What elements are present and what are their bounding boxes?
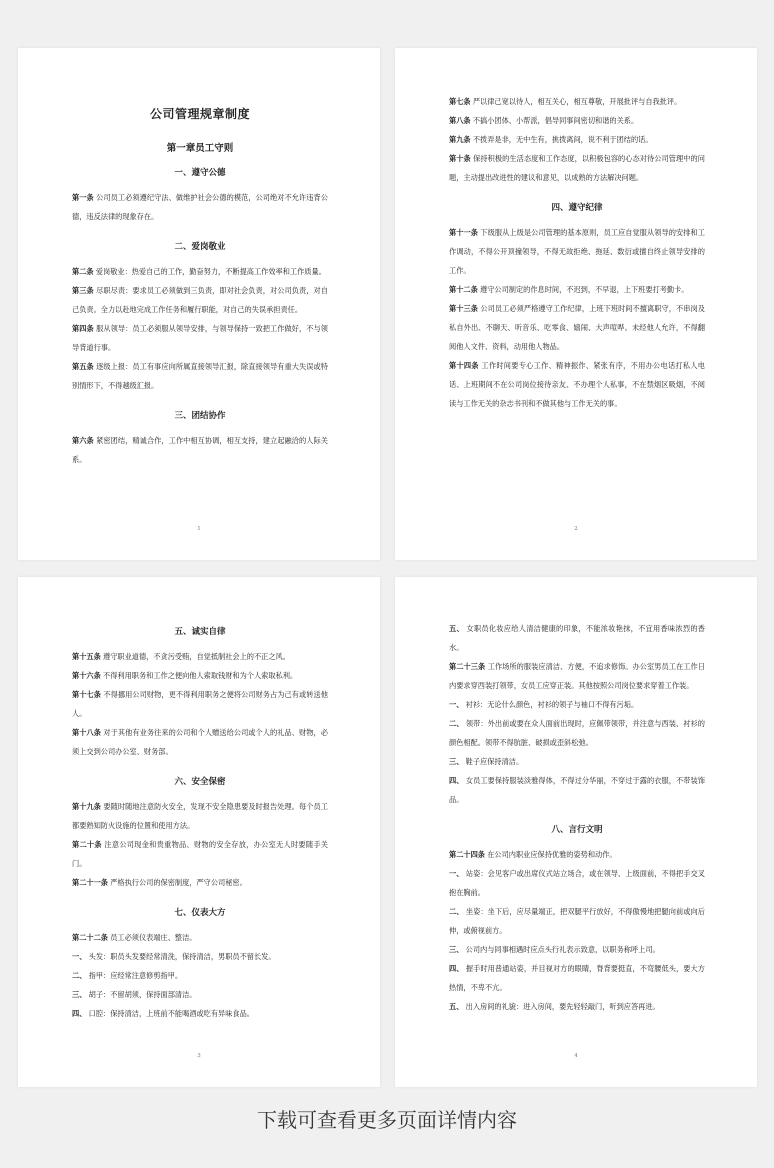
- article-14: [449, 356, 705, 413]
- section-heading-7: 七、仪表大方: [174, 908, 226, 918]
- section-heading-3: 三、团结协作: [174, 411, 226, 421]
- list-item: [449, 959, 705, 997]
- list-text: 鞋子应保持清洁。: [463, 757, 524, 766]
- article-text: 保持积极的生活态度和工作态度，以积极包容的心态对待公司管理中的问题，主动提出改进性的建议和意见，以成熟的方法解决问题。: [449, 154, 705, 182]
- list-text: 女员工要保持服装淡雅得体，不得过分华丽，不穿过于露的衣服，不带装饰品。: [449, 776, 705, 804]
- article-label: 第十六条: [72, 671, 101, 680]
- article-label: 第八条: [449, 116, 471, 125]
- article-label: 第十四条: [449, 361, 479, 370]
- article-19: [72, 797, 328, 835]
- article-text: 对于其他有业务往来的公司和个人赠送给公司或个人的礼品、财物，必须上交到公司办公室、财务部。: [72, 728, 328, 756]
- document-page-4: [395, 577, 757, 1087]
- article-text: 工作时间要专心工作、精神振作、紧张有序，不用办公电话打私人电话、上班期间不在公司岗位接待亲友、不办理个人私事，不在禁烟区吸烟，不阅读与工作无关的杂志书刊和不做其他与工作无关的事。: [449, 361, 705, 408]
- article-13: [449, 299, 705, 356]
- article-23: [449, 657, 705, 695]
- article-text: 服从领导：员工必须服从领导安排，与领导保持一致把工作做好，不与领导背道行事。: [72, 324, 328, 352]
- document-page-3: [18, 577, 380, 1087]
- list-label: 二、: [449, 907, 464, 916]
- article-7: [449, 92, 705, 111]
- article-label: 第十一条: [449, 228, 478, 237]
- list-item: [72, 985, 328, 1004]
- article-3: [72, 281, 328, 319]
- page-number: 4: [574, 1053, 578, 1059]
- chapter-heading: 第一章员工守则: [166, 143, 234, 154]
- document-page-2: [395, 48, 757, 560]
- list-text: 站姿：会见客户或出席仪式站立场合，或在领导、上级面前，不得把手交叉抱在胸前。: [449, 869, 705, 897]
- article-15: [72, 647, 328, 666]
- article-label: 第二十一条: [72, 878, 108, 887]
- list-item: [449, 714, 705, 752]
- article-text: 公司员工必须严格遵守工作纪律，上班下班时间不擅离职守，不串岗及私自外出、不聊天、听音乐、吃零食、嬉闹、大声喧哗。未经他人允许，不得翻阅他人文件、资料，动用他人物品。: [449, 304, 705, 351]
- list-item: [449, 902, 705, 940]
- article-label: 第十三条: [449, 304, 478, 313]
- list-label: 一、: [72, 952, 87, 961]
- article-label: 第十二条: [449, 285, 478, 294]
- article-label: 第七条: [449, 97, 471, 106]
- list-text: 坐姿：坐下后，应尽量端正，把双腿平行放好，不得傲慢地把腿向前或向后伸，或俯视前方。: [449, 907, 705, 935]
- list-item: [449, 695, 705, 714]
- article-text: 严格执行公司的保密制度，严守公司秘密。: [107, 878, 247, 887]
- list-label: 二、: [449, 719, 464, 728]
- article-text: 紧密团结，精诚合作，工作中相互协调，相互支持，建立起融洽的人际关系。: [72, 436, 328, 464]
- section-heading-4: 四、遵守纪律: [551, 203, 603, 213]
- article-label: 第十七条: [72, 690, 101, 699]
- article-label: 第九条: [449, 135, 471, 144]
- article-5: [72, 357, 328, 395]
- list-text: 衬衫：无论什么颜色，衬衫的领子与袖口不得有污垢。: [463, 700, 639, 709]
- article-24: [449, 845, 705, 864]
- article-20: [72, 835, 328, 873]
- article-10: [449, 149, 705, 187]
- article-17: [72, 685, 328, 723]
- article-label: 第一条: [72, 193, 94, 202]
- list-label: 二、: [72, 971, 87, 980]
- list-text: 出入房间的礼貌：进入房间，要先轻轻敲门，听到应答再进。: [463, 1002, 660, 1011]
- list-text: 公司内与同事相遇时应点头行礼表示致意，以职务称呼上司。: [463, 945, 660, 954]
- list-text: 握手时用普通站姿，并目视对方的眼睛，脊背要挺直，不弯腰低头，要大方热情，不卑不亢。: [449, 964, 705, 992]
- list-label: 三、: [72, 990, 87, 999]
- article-12: [449, 280, 705, 299]
- list-item: [449, 940, 705, 959]
- list-label: 一、: [449, 869, 464, 878]
- list-text: 女职员化妆应给人清洁健康的印象，不能浓妆艳抹，不宜用香味浓烈的香水。: [449, 624, 705, 652]
- article-text: 不搞小团体、小帮派，倡导同事间密切和谐的关系。: [470, 116, 639, 125]
- article-9: [449, 130, 705, 149]
- article-text: 注意公司现金和贵重物品、财物的安全存放，办公室无人时要随手关门。: [72, 840, 328, 868]
- list-item: [72, 966, 328, 985]
- article-label: 第十条: [449, 154, 471, 163]
- article-18: [72, 723, 328, 761]
- page-number: 1: [197, 526, 201, 532]
- article-text: 公司员工必须遵纪守法、做维护社会公德的模范，公司绝对不允许违背公德，违反法律的现象存在。: [72, 193, 328, 221]
- article-label: 第十九条: [72, 802, 101, 811]
- article-label: 第二条: [72, 267, 94, 276]
- article-label: 第十五条: [72, 652, 101, 661]
- article-1: [72, 188, 328, 226]
- document-page-1: [18, 48, 380, 560]
- list-label: 三、: [449, 757, 464, 766]
- list-text: 口腔：保持清洁，上班前不能喝酒或吃有异味食品。: [86, 1009, 254, 1018]
- article-text: 要随时随地注意防火安全，发现不安全隐患要及时报告处理。每个员工都要熟知防火设施的位置和使用方法。: [72, 802, 328, 830]
- article-text: 尽职尽责：要求员工必须做到三负责，即对社会负责，对公司负责，对自己负责。全力以赴地完成工作任务和履行职能，对自己的失误承担责任。: [72, 286, 328, 314]
- list-item: [72, 947, 328, 966]
- section-heading-1: 一、遵守公德: [174, 168, 226, 178]
- article-label: 第五条: [72, 362, 94, 371]
- article-label: 第二十四条: [449, 850, 485, 859]
- list-label: 四、: [449, 776, 464, 785]
- article-2: [72, 262, 328, 281]
- list-label: 四、: [449, 964, 464, 973]
- article-label: 第二十二条: [72, 933, 108, 942]
- page-number: 2: [574, 526, 578, 532]
- article-11: [449, 223, 705, 280]
- list-text: 指甲：应经常注意修剪指甲。: [86, 971, 183, 980]
- section-heading-5: 五、诚实自律: [174, 627, 226, 637]
- article-text: 在公司内职业应保持优雅的姿势和动作。: [484, 850, 617, 859]
- list-item: [449, 752, 705, 771]
- article-text: 工作场所的服装应清洁、方便，不追求修饰。办公室男员工在工作日内要求穿西装打领带，女员工应穿正装。其他按照公司岗位要求穿着工作装。: [449, 662, 705, 690]
- list-label: 三、: [449, 945, 464, 954]
- list-text: 头发：职员头发要经常清洗，保持清洁，男职员不留长发。: [86, 952, 276, 961]
- list-item: [72, 1004, 328, 1023]
- list-item: [449, 619, 705, 657]
- article-label: 第三条: [72, 286, 94, 295]
- article-text: 严以律己宽以待人，相互关心，相互尊敬，开展批评与自我批评。: [470, 97, 682, 106]
- article-label: 第二十三条: [449, 662, 486, 671]
- page-number: 3: [197, 1053, 201, 1059]
- list-item: [449, 864, 705, 902]
- list-text: 胡子：不留胡须，保持面部清洁。: [86, 990, 197, 999]
- article-label: 第四条: [72, 324, 94, 333]
- list-item: [449, 771, 705, 809]
- article-16: [72, 666, 328, 685]
- article-text: 不得利用职务和工作之便向他人索取钱财和为个人索取私利。: [100, 671, 298, 680]
- section-heading-8: 八、言行文明: [551, 825, 603, 835]
- section-heading-2: 二、爱岗敬业: [174, 242, 226, 252]
- list-label: 五、: [449, 1002, 464, 1011]
- article-text: 遵守职业道德，不贪污受贿，自觉抵制社会上的不正之风。: [100, 652, 290, 661]
- article-label: 第十八条: [72, 728, 101, 737]
- article-text: 不得挪用公司财物，更不得利用职务之便将公司财务占为己有或转送他人。: [72, 690, 328, 718]
- article-text: 遵守公司制定的作息时间，不迟到，不早退，上下班要打考勤卡。: [477, 285, 689, 294]
- list-label: 四、: [72, 1009, 87, 1018]
- article-text: 下级服从上级是公司管理的基本原则，员工应自觉服从领导的安排和工作调动，不得公开顶撞领导，不得无故拒绝、拖延、数衍或擅自终止领导安排的工作。: [449, 228, 705, 275]
- section-heading-6: 六、安全保密: [174, 777, 226, 787]
- article-22: [72, 928, 328, 947]
- article-label: 第二十条: [72, 840, 102, 849]
- article-21: [72, 873, 328, 892]
- list-label: 五、: [449, 624, 464, 633]
- article-6: [72, 431, 328, 469]
- article-text: 不拨弄是非，无中生有，挑拨离间，说不利于团结的话。: [470, 135, 653, 144]
- list-text: 领带：外出前或要在众人面前出现时，应佩带领带，并注意与西装、衬衫的颜色相配。领带不得肮脏、破损或歪斜松弛。: [449, 719, 705, 747]
- article-text: 逐级上报：员工有事应向所属直接领导汇报，除直接领导有重大失误或特别情形下，不得越级汇报。: [72, 362, 328, 390]
- article-4: [72, 319, 328, 357]
- article-label: 第六条: [72, 436, 94, 445]
- article-text: 爱岗敬业：热爱自己的工作，勤奋努力，不断提高工作效率和工作质量。: [93, 267, 326, 276]
- article-8: [449, 111, 705, 130]
- list-label: 一、: [449, 700, 464, 709]
- document-title: 公司管理规章制度: [149, 107, 250, 121]
- article-text: 员工必须仪表端庄、整洁。: [107, 933, 197, 942]
- list-item: [449, 997, 705, 1016]
- download-more-link[interactable]: 下载可查看更多页面详情内容: [257, 1108, 517, 1132]
